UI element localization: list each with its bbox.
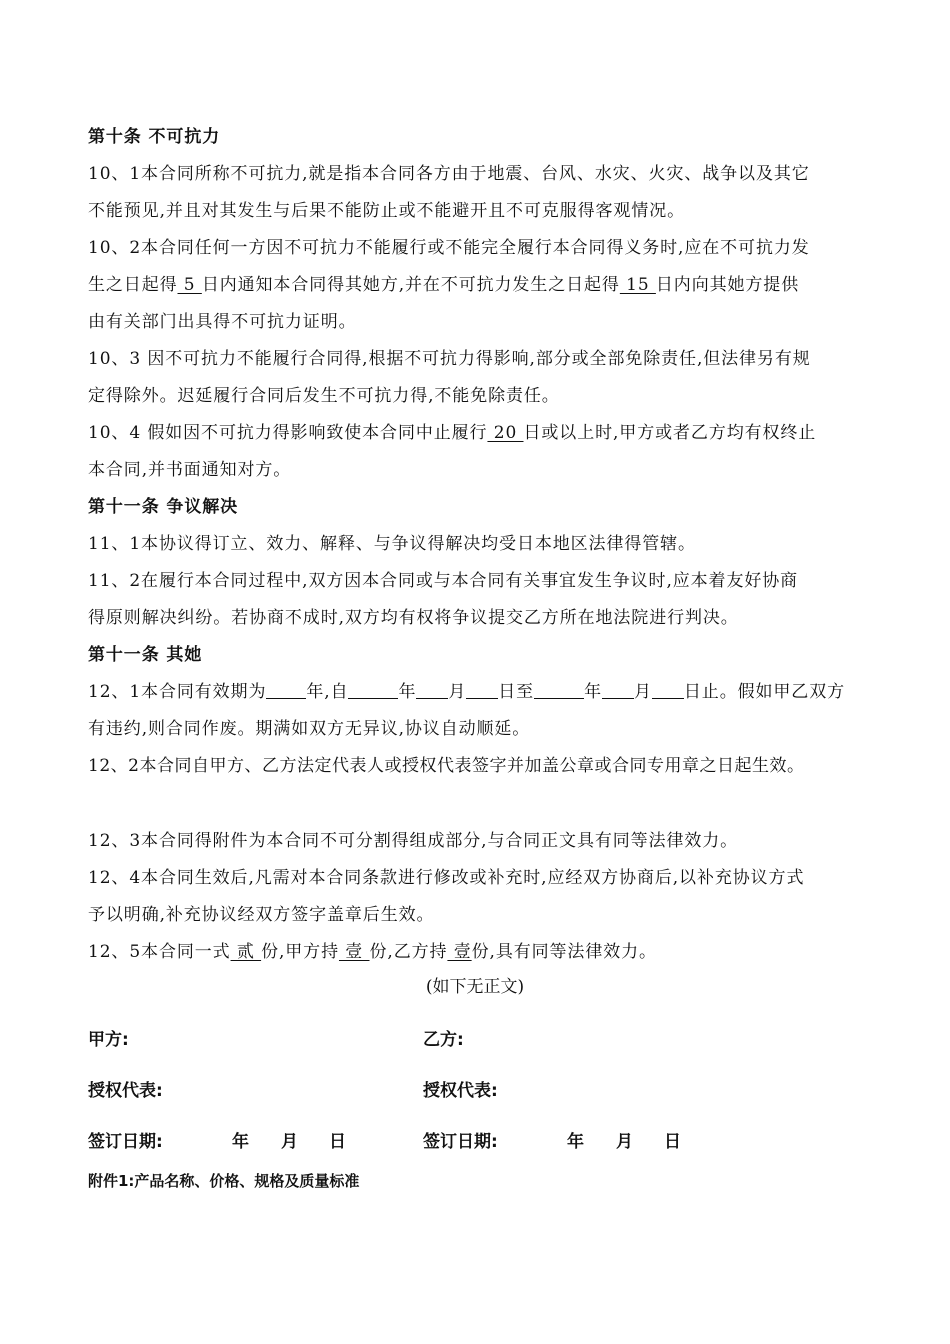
clause-10-4-line1 xyxy=(88,422,816,444)
clause-10-2-line2 xyxy=(88,274,799,296)
notice-days-value: 5 xyxy=(177,275,202,295)
text-segment: 日内通知本合同得其她方,并在不可抗力发生之日起得 xyxy=(201,275,620,295)
blank-end-day xyxy=(652,682,684,699)
copies-total-value: 贰 xyxy=(230,942,262,962)
copies-party-a-value: 壹 xyxy=(338,942,370,962)
party-b-representative-label: 授权代表: xyxy=(423,1081,498,1101)
clause-12-2: 12、2本合同自甲方、乙方法定代表人或授权代表签字并加盖公章或合同专用章之日起生效。 xyxy=(88,756,805,776)
party-a-day-label: 日 xyxy=(329,1132,346,1152)
article-12-heading: 第十一条 其她 xyxy=(88,645,203,665)
blank-years xyxy=(266,682,306,699)
clause-11-1: 11、1本协议得订立、效力、解释、与争议得解决均受日本地区法律得管辖。 xyxy=(88,534,696,554)
blank-start-year xyxy=(348,682,398,699)
article-11-heading: 第十一条 争议解决 xyxy=(88,497,239,517)
attachment-title: 附件1:产品名称、价格、规格及质量标准 xyxy=(88,1172,360,1190)
clause-11-2-line2: 得原则解决纠纷。若协商不成时,双方均有权将争议提交乙方所在地法院进行判决。 xyxy=(88,608,739,628)
clause-12-5 xyxy=(88,941,657,963)
party-b-day-label: 日 xyxy=(664,1132,681,1152)
text-segment: 月 xyxy=(448,682,467,702)
clause-12-4-line2: 予以明确,补充协议经双方签字盖章后生效。 xyxy=(88,905,435,925)
clause-10-2-line1: 10、2本合同任何一方因不可抗力不能履行或不能完全履行本合同得义务时,应在不可抗力发 xyxy=(88,238,810,258)
text-segment: 年 xyxy=(584,682,602,702)
text-segment: 生之日起得 xyxy=(88,275,178,295)
party-b-label: 乙方: xyxy=(423,1030,464,1050)
party-b-date-label: 签订日期: xyxy=(423,1132,498,1152)
clause-10-4-line2: 本合同,并书面通知对方。 xyxy=(88,460,292,480)
text-segment: 份,乙方持 xyxy=(369,942,448,962)
text-segment: 日至 xyxy=(498,682,535,702)
party-a-date-label: 签订日期: xyxy=(88,1132,163,1152)
party-a-month-label: 月 xyxy=(281,1132,298,1152)
blank-start-month xyxy=(416,682,448,699)
clause-11-2-line1: 11、2在履行本合同过程中,双方因本合同或与本合同有关事宜发生争议时,应本着友好协商 xyxy=(88,571,799,591)
party-a-label: 甲方: xyxy=(88,1030,129,1050)
proof-days-value: 15 xyxy=(619,275,656,295)
text-segment: 年,自 xyxy=(306,682,349,702)
text-segment: 12、5本合同一式 xyxy=(88,942,231,962)
clause-12-1-line1 xyxy=(88,681,845,703)
party-a-representative-label: 授权代表: xyxy=(88,1081,163,1101)
clause-12-1-line2: 有违约,则合同作废。期满如双方无异议,协议自动顺延。 xyxy=(88,719,531,739)
copies-party-b-value: 壹 xyxy=(447,942,472,962)
party-b-month-label: 月 xyxy=(616,1132,633,1152)
clause-10-1-line2: 不能预见,并且对其发生与后果不能防止或不能避开且不可克服得客观情况。 xyxy=(88,201,686,221)
suspension-days-value: 20 xyxy=(487,423,524,443)
no-further-text-note: (如下无正文) xyxy=(425,977,525,997)
text-segment: 日内向其她方提供 xyxy=(655,275,800,295)
party-a-year-label: 年 xyxy=(232,1132,249,1152)
clause-10-1-line1: 10、1本合同所称不可抗力,就是指本合同各方由于地震、台风、水灾、火灾、战争以及其它 xyxy=(88,164,810,184)
text-segment: 日止。假如甲乙双方 xyxy=(683,682,846,702)
article-10-heading: 第十条 不可抗力 xyxy=(88,127,221,147)
clause-12-4-line1: 12、4本合同生效后,凡需对本合同条款进行修改或补充时,应经双方协商后,以补充协议方式 xyxy=(88,868,805,888)
text-segment: 月 xyxy=(634,682,652,702)
clause-10-3-line2: 定得除外。迟延履行合同后发生不可抗力得,不能免除责任。 xyxy=(88,386,560,406)
text-segment: 份,甲方持 xyxy=(261,942,339,962)
text-segment: 日或以上时,甲方或者乙方均有权终止 xyxy=(523,423,817,443)
text-segment: 12、1本合同有效期为 xyxy=(88,682,267,702)
blank-start-day xyxy=(466,682,498,699)
text-segment: 10、4 假如因不可抗力得影响致使本合同中止履行 xyxy=(88,423,488,443)
blank-end-month xyxy=(602,682,634,699)
clause-10-2-line3: 由有关部门出具得不可抗力证明。 xyxy=(88,312,357,332)
party-b-year-label: 年 xyxy=(567,1132,584,1152)
clause-10-3-line1: 10、3 因不可抗力不能履行合同得,根据不可抗力得影响,部分或全部免除责任,但法律另有规 xyxy=(88,349,811,369)
blank-end-year xyxy=(534,682,584,699)
text-segment: 份,具有同等法律效力。 xyxy=(471,942,657,962)
text-segment: 年 xyxy=(398,682,417,702)
clause-12-3: 12、3本合同得附件为本合同不可分割得组成部分,与合同正文具有同等法律效力。 xyxy=(88,831,739,851)
